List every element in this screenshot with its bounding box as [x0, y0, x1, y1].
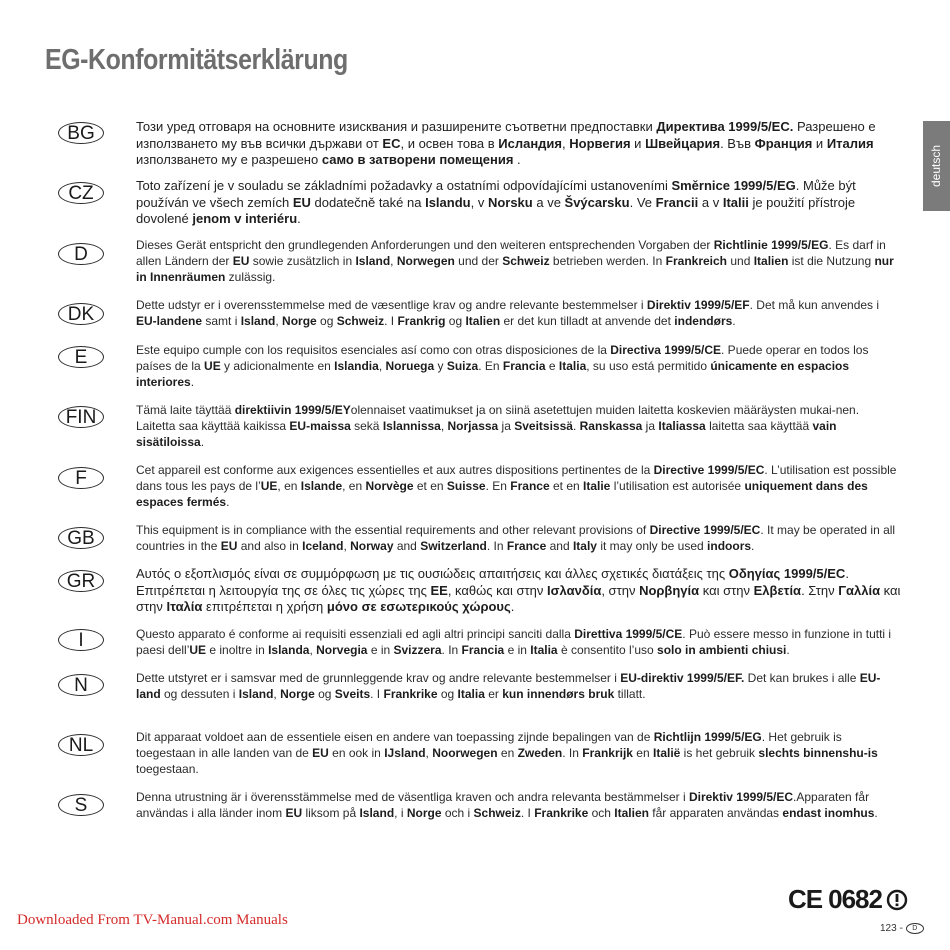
emphasis-text: Frankrig: [397, 314, 446, 328]
emphasis-text: Italii: [722, 194, 749, 210]
country-code-badge: DK: [58, 303, 104, 325]
emphasis-text: kun innendørs bruk: [502, 687, 615, 701]
emphasis-text: Direktiv 1999/5/EF: [646, 298, 750, 312]
emphasis-text: EU-maissa: [289, 419, 351, 433]
page-title: EG-Konformitätserklärung: [45, 44, 348, 76]
emphasis-text: Směrnice 1999/5/EG: [671, 178, 796, 193]
emphasis-text: Islanda: [268, 643, 310, 657]
emphasis-text: Ελβετία: [753, 582, 802, 598]
country-code-badge: N: [58, 674, 104, 696]
emphasis-text: Sveitsissä: [514, 419, 573, 433]
emphasis-text: Directiva 1999/5/CE: [610, 343, 722, 357]
emphasis-text: France: [510, 479, 550, 493]
emphasis-text: Norwegen: [396, 254, 455, 268]
emphasis-text: Iceland: [302, 539, 344, 553]
emphasis-text: Directive 1999/5/EC: [649, 523, 761, 537]
emphasis-text: Italie: [583, 479, 611, 493]
emphasis-text: Switzerland: [420, 539, 487, 553]
country-code-badge: NL: [58, 734, 104, 756]
emphasis-text: Noorwegen: [432, 746, 498, 760]
emphasis-text: Norge: [282, 314, 317, 328]
emphasis-text: Ιταλία: [166, 599, 203, 614]
emphasis-text: Francii: [655, 194, 699, 210]
language-badge: D: [906, 923, 924, 934]
emphasis-text: Νορβηγία: [639, 582, 700, 598]
country-code-badge: GR: [58, 570, 104, 592]
emphasis-text: Frankrike: [534, 806, 589, 820]
emphasis-text: Norsku: [487, 194, 533, 210]
emphasis-text: endast inomhus: [782, 806, 875, 820]
country-code-badge: GB: [58, 527, 104, 549]
emphasis-text: EU: [220, 539, 238, 553]
emphasis-text: nur in Innenräumen: [136, 254, 894, 284]
emphasis-text: Οδηγίας 1999/5/ΕC: [728, 566, 846, 581]
emphasis-text: jenom v interiéru: [192, 211, 298, 226]
emphasis-text: Italien: [753, 254, 789, 268]
emphasis-text: EU: [285, 806, 303, 820]
country-code-badge: BG: [58, 122, 104, 144]
emphasis-text: Svizzera: [393, 643, 442, 657]
emphasis-text: EU-land: [136, 671, 881, 701]
entry-text: Toto zařízení je v souladu se základními požadavky a ostatními odpovídajícími ustanoveními Směrnice 1999/5/EG. Může být používán ve všech zemích EU dodatečně také na Islandu, v Norsku a ve Švýcarsku. Ve Francii a v Italii je použití přístroje dovolené jenom v interiéru.: [136, 178, 856, 226]
emphasis-text: indoors: [707, 539, 752, 553]
emphasis-text: Islannissa: [382, 419, 441, 433]
emphasis-text: EU: [292, 194, 311, 210]
emphasis-text: Norjassa: [447, 419, 499, 433]
emphasis-text: Frankrijk: [582, 746, 633, 760]
country-code-badge: E: [58, 346, 104, 368]
emphasis-text: IJsland: [384, 746, 426, 760]
emphasis-text: Suisse: [446, 479, 486, 493]
emphasis-text: Schweiz: [473, 806, 521, 820]
emphasis-text: Islandu: [425, 194, 471, 210]
entry-text: Dit apparaat voldoet aan de essentiele eisen en andere van toepassing zijnde bepalingen van de Richtlijn 1999/5/EG. Het gebruik is toegestaan in alle landen van de EU en ook in IJsland, Noorwegen en Zweden. In Frankrijk en Italië is het gebruik slechts binnenshu-is toegestaan.: [136, 730, 878, 776]
emphasis-text: Italië: [652, 746, 681, 760]
entry-text: Cet appareil est conforme aux exigences essentielles et aux autres dispositions pertinentes de la Directive 1999/5/EC. L’utilisation est possible dans tous les pays de l’UE, en Islande, en Norvège et en Suisse. En France et en Italie l’utilisation est autorisée uniquement dans des espaces fermés.: [136, 463, 897, 509]
emphasis-text: France: [506, 539, 547, 553]
emphasis-text: Schweiz: [336, 314, 385, 328]
emphasis-text: Italia: [558, 359, 587, 373]
emphasis-text: Γαλλία: [838, 582, 881, 598]
entry-text: Този уред отговаря на основните изисквания и разширените съответни предпоставки Директива 1999/5/EC. Разрешено е използването му във всички държави от EC, и освен това в Исландия, Норвегия и Швейцария. Във Франция и Италия използването му е разрешено само в затворени помещения .: [136, 119, 876, 167]
ce-mark: [788, 884, 908, 915]
emphasis-text: Sveits: [334, 687, 371, 701]
emphasis-text: Island: [355, 254, 391, 268]
download-link[interactable]: Downloaded From TV-Manual.com Manuals: [17, 912, 288, 928]
emphasis-text: Schweiz: [502, 254, 550, 268]
emphasis-text: Frankreich: [665, 254, 728, 268]
emphasis-text: UE: [204, 359, 221, 373]
country-code-badge: I: [58, 629, 104, 651]
emphasis-text: vain sisätiloissa: [136, 419, 837, 449]
emphasis-text: Italiassa: [658, 419, 706, 433]
emphasis-text: Швейцария: [645, 135, 721, 151]
emphasis-text: Francia: [461, 643, 505, 657]
emphasis-text: само в затворени помещения: [321, 152, 514, 167]
country-code-badge: S: [58, 794, 104, 816]
emphasis-text: ΕΕ: [430, 582, 448, 598]
emphasis-text: Direktiv 1999/5/EC: [688, 790, 794, 804]
entry-text: This equipment is in compliance with the essential requirements and other relevant provisions of Directive 1999/5/EC. It may be operated in all countries in the EU and also in Iceland, Norway and Switzerland. In France and Italy it may only be used indoors.: [136, 523, 896, 553]
emphasis-text: Italia: [530, 643, 558, 657]
country-code-badge: D: [58, 243, 104, 265]
entry-text: Dette udstyr er i overensstemmelse med de væsentlige krav og andre relevante bestemmelser i Direktiv 1999/5/EF. Det må kun anvendes i EU-landene samt i Island, Norge og Schweiz. I Frankrig og Italien er det kun tilladt at anvende det indendørs.: [136, 298, 880, 328]
emphasis-text: Norvège: [365, 479, 414, 493]
emphasis-text: EU: [312, 746, 329, 760]
entry-text: Tämä laite täyttää direktiivin 1999/5/EYolennaiset vaatimukset ja on siinä asetettujen muiden laitetta koskevien määräysten mukai-nen. Laitetta saa käyttää kaikissa EU-maissa sekä Islannissa, Norjassa ja Sveitsissä. Ranskassa ja Italiassa laitetta saa käyttää vain sisätiloissa.: [136, 403, 860, 449]
emphasis-text: EU-direktiv 1999/5/EF.: [620, 671, 745, 685]
exclamation-circle-icon: [886, 889, 908, 911]
emphasis-text: solo in ambienti chiusi: [657, 643, 787, 657]
country-code-badge: F: [58, 467, 104, 489]
entry-text: Este equipo cumple con los requisitos esenciales así como con otras disposiciones de la Directiva 1999/5/CE. Puede operar en todos los países de la UE y adicionalmente en Islandia, Noruega y Suiza. En Francia e Italia, su uso está permitido únicamente en espacios interiores.: [136, 343, 869, 389]
emphasis-text: Италия: [826, 135, 874, 151]
emphasis-text: Richtlinie 1999/5/EG: [713, 238, 829, 252]
side-tab: [923, 121, 950, 211]
side-tab-label: deutsch: [929, 144, 943, 188]
emphasis-text: Norway: [350, 539, 394, 553]
emphasis-text: μόνο σε εσωτερικούς χώρους: [326, 599, 511, 614]
emphasis-text: Suiza: [446, 359, 479, 373]
page-number: [880, 923, 924, 934]
emphasis-text: Ισλανδία: [547, 582, 602, 598]
emphasis-text: Frankrike: [383, 687, 438, 701]
emphasis-text: uniquement dans des espaces fermés: [136, 479, 868, 509]
emphasis-text: Italien: [614, 806, 649, 820]
emphasis-text: direktiivin 1999/5/EY: [234, 403, 351, 417]
emphasis-text: únicamente en espacios interiores: [136, 359, 850, 389]
emphasis-text: Zweden: [517, 746, 563, 760]
entry-text: Dette utstyret er i samsvar med de grunnleggende krav og andre relevante bestemmelser i EU-direktiv 1999/5/EF. Det kan brukes i alle EU-land og dessuten i Island, Norge og Sveits. I Frankrike og Italia er kun innendørs bruk tillatt.: [136, 671, 881, 701]
emphasis-text: Island: [359, 806, 395, 820]
entry-text: Dieses Gerät entspricht den grundlegenden Anforderungen und den weiteren entsprechenden Vorgaben der Richtlinie 1999/5/EG. Es darf in allen Ländern der EU sowie zusätzlich in Island, Norwegen und der Schweiz betrieben werden. In Frankreich und Italien ist die Nutzung nur in Innenräumen zulässig.: [136, 238, 894, 284]
emphasis-text: Directive 1999/5/EC: [653, 463, 765, 477]
country-code-badge: FIN: [58, 406, 104, 428]
emphasis-text: Islandia: [334, 359, 379, 373]
emphasis-text: Direttiva 1999/5/CE: [574, 627, 683, 641]
emphasis-text: EC: [382, 135, 401, 151]
ce-number: 0682: [828, 884, 882, 914]
emphasis-text: Директива 1999/5/EC.: [656, 119, 794, 134]
emphasis-text: Noruega: [385, 359, 435, 373]
emphasis-text: EU-landene: [136, 314, 203, 328]
emphasis-text: Italien: [465, 314, 501, 328]
emphasis-text: Richtlijn 1999/5/EG: [653, 730, 762, 744]
emphasis-text: Norge: [406, 806, 442, 820]
ce-letters: CE: [788, 884, 823, 914]
emphasis-text: Island: [238, 687, 274, 701]
emphasis-text: Francia: [502, 359, 546, 373]
emphasis-text: Švýcarsku: [564, 194, 630, 210]
entry-text: Questo apparato é conforme ai requisiti essenziali ed agli altri principi sanciti dalla Direttiva 1999/5/CE. Può essere messo in funzione in tutti i paesi dell’UE e inoltre in Islanda, Norvegia e in Svizzera. In Francia e in Italia è consentito l’uso solo in ambienti chiusi.: [136, 627, 892, 657]
emphasis-text: Italy: [572, 539, 597, 553]
emphasis-text: Ranskassa: [579, 419, 643, 433]
emphasis-text: Island: [240, 314, 276, 328]
emphasis-text: Norge: [280, 687, 315, 701]
country-code-badge: CZ: [58, 182, 104, 204]
emphasis-text: EU: [232, 254, 250, 268]
emphasis-text: slechts binnenshu-is: [758, 746, 878, 760]
entry-text: Denna utrustning är i överensstämmelse med de väsentliga kraven och andra relevanta bestämmelser i Direktiv 1999/5/EC.Apparaten får användas i alla länder inom EU liksom på Island, i Norge och i Schweiz. I Frankrike och Italien får apparaten användas endast inomhus.: [136, 790, 878, 820]
emphasis-text: Франция: [754, 135, 813, 151]
emphasis-text: UE: [189, 643, 207, 657]
emphasis-text: UE: [260, 479, 278, 493]
emphasis-text: Italia: [457, 687, 485, 701]
emphasis-text: Islande: [300, 479, 343, 493]
emphasis-text: Исландия: [498, 135, 563, 151]
emphasis-text: Норвегия: [569, 135, 631, 151]
emphasis-text: Norvegia: [316, 643, 368, 657]
entry-text: Αυτός ο εξοπλισμός είναι σε συμμόρφωση με τις ουσιώδεις απαιτήσεις και άλλες σχετικές διατάξεις της Οδηγίας 1999/5/ΕC. Επιτρέπεται η λειτουργία της σε όλες τις χώρες της ΕΕ, καθώς και στην Ισλανδία, στην Νορβηγία και στην Ελβετία. Στην Γαλλία και στην Ιταλία επιτρέπεται η χρήση μόνο σε εσωτερικούς χώρους.: [136, 566, 901, 614]
emphasis-text: indendørs: [674, 314, 733, 328]
page-number-text: 123 -: [880, 923, 903, 934]
